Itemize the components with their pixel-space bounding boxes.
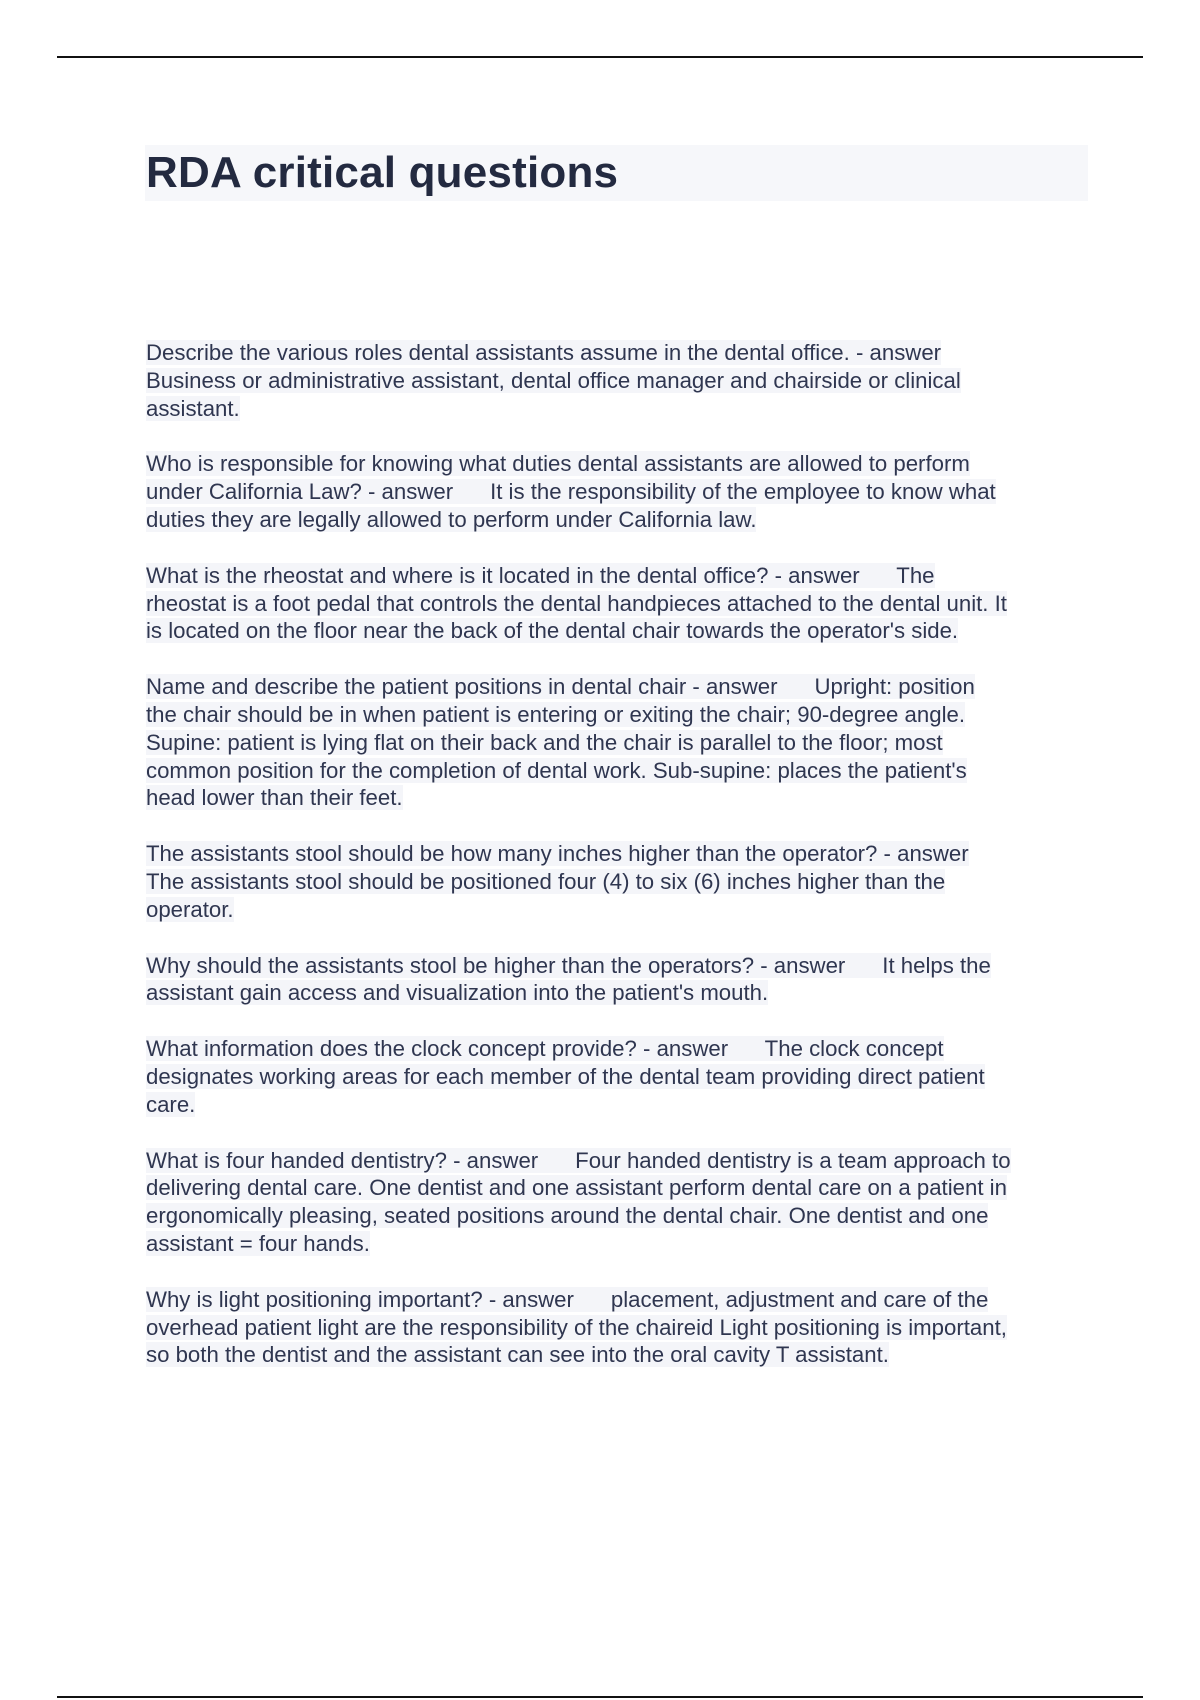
- qa-line: [146, 450, 1096, 478]
- qa-line: [146, 896, 1096, 924]
- qa-line-text: the chair should be in when patient is entering or exiting the chair; 90-degree angle.: [146, 701, 965, 727]
- page-title: RDA critical questions: [146, 148, 619, 197]
- qa-line-text: Why is light positioning important? - answer placement, adjustment and care of the: [146, 1286, 989, 1312]
- qa-line: [146, 1174, 1096, 1202]
- qa-line: [146, 1314, 1096, 1342]
- qa-line-text: assistant = four hands.: [146, 1230, 370, 1256]
- qa-line: [146, 1091, 1096, 1119]
- qa-line: [146, 590, 1096, 618]
- qa-line: [146, 868, 1096, 896]
- qa-line: [146, 1341, 1096, 1369]
- qa-line-text: What information does the clock concept provide? - answer The clock concept: [146, 1036, 944, 1062]
- qa-line: [146, 367, 1096, 395]
- qa-line: [146, 840, 1096, 868]
- qa-item: [146, 450, 1096, 533]
- qa-item: [146, 952, 1096, 1008]
- qa-item: [146, 1035, 1096, 1118]
- qa-item: [146, 562, 1096, 645]
- qa-line-text: head lower than their feet.: [146, 785, 403, 811]
- qa-line: [146, 1063, 1096, 1091]
- qa-line: [146, 952, 1096, 980]
- qa-item: [146, 1147, 1096, 1258]
- qa-line: [146, 729, 1096, 757]
- qa-line-text: Business or administrative assistant, dental office manager and chairside or clinical: [146, 367, 961, 393]
- qa-line-text: delivering dental care. One dentist and one assistant perform dental care on a patient in: [146, 1175, 1007, 1201]
- qa-line: [146, 506, 1096, 534]
- qa-line-text: care.: [146, 1091, 196, 1117]
- bottom-rule: [57, 1696, 1143, 1698]
- qa-line: [146, 395, 1096, 423]
- qa-line: [146, 339, 1096, 367]
- qa-line-text: duties they are legally allowed to perform under California law.: [146, 506, 757, 532]
- qa-line-text: rheostat is a foot pedal that controls the dental handpieces attached to the dental unit. It: [146, 590, 1007, 616]
- qa-line: [146, 757, 1096, 785]
- top-rule: [57, 56, 1143, 58]
- qa-line: [146, 1286, 1096, 1314]
- qa-line-text: common position for the completion of dental work. Sub-supine: places the patient's: [146, 757, 967, 783]
- qa-line-text: Supine: patient is lying flat on their back and the chair is parallel to the floor; most: [146, 729, 943, 755]
- qa-line: [146, 701, 1096, 729]
- qa-line-text: under California Law? - answer It is the responsibility of the employee to know what: [146, 479, 996, 505]
- qa-line-text: Describe the various roles dental assistants assume in the dental office. - answer: [146, 340, 942, 365]
- qa-line-text: Name and describe the patient positions in dental chair - answer Upright: position: [146, 674, 975, 700]
- qa-line: [146, 1230, 1096, 1258]
- qa-line-text: What is four handed dentistry? - answer Four handed dentistry is a team approach to: [146, 1147, 1011, 1173]
- qa-list: [146, 339, 1096, 1397]
- qa-line: [146, 784, 1096, 812]
- qa-line-text: assistant.: [146, 395, 240, 421]
- qa-line: [146, 617, 1096, 645]
- qa-line-text: ergonomically pleasing, seated positions around the dental chair. One dentist and one: [146, 1203, 989, 1229]
- qa-item: [146, 840, 1096, 923]
- qa-line: [146, 562, 1096, 590]
- qa-item: [146, 339, 1096, 422]
- qa-line-text: What is the rheostat and where is it located in the dental office? - answer The: [146, 562, 935, 588]
- qa-line: [146, 673, 1096, 701]
- qa-line-text: overhead patient light are the responsibility of the chaireid Light positioning is important,: [146, 1314, 1007, 1340]
- qa-line-text: assistant gain access and visualization into the patient's mouth.: [146, 980, 769, 1006]
- qa-line-text: Why should the assistants stool be higher than the operators? - answer It helps the: [146, 952, 991, 978]
- qa-line: [146, 1147, 1096, 1175]
- qa-item: [146, 1286, 1096, 1369]
- qa-line: [146, 979, 1096, 1007]
- qa-line-text: The assistants stool should be positioned four (4) to six (6) inches higher than the: [146, 868, 946, 894]
- qa-line: [146, 1035, 1096, 1063]
- qa-line: [146, 478, 1096, 506]
- qa-line: [146, 1202, 1096, 1230]
- qa-line-text: Who is responsible for knowing what duties dental assistants are allowed to perform: [146, 451, 970, 477]
- qa-line-text: The assistants stool should be how many inches higher than the operator? - answer: [146, 841, 969, 867]
- qa-line-text: is located on the floor near the back of the dental chair towards the operator's side.: [146, 618, 959, 644]
- qa-item: [146, 673, 1096, 812]
- qa-line-text: so both the dentist and the assistant can see into the oral cavity T assistant.: [146, 1342, 889, 1368]
- qa-line-text: operator.: [146, 896, 234, 922]
- qa-line-text: designates working areas for each member of the dental team providing direct patient: [146, 1063, 985, 1089]
